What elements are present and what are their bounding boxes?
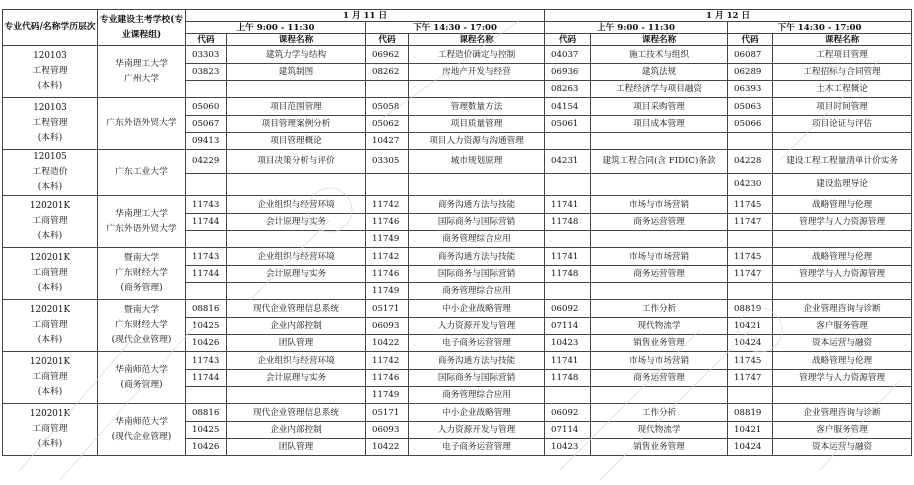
course-code-cell: 10423 <box>545 335 591 352</box>
table-row <box>3 98 912 116</box>
course-name-cell: 项目决策分析与评价 <box>227 150 366 174</box>
course-code-cell: 05171 <box>366 404 409 422</box>
course-code-cell: 10426 <box>186 335 227 352</box>
course-name-cell: 商务沟通方法与技能 <box>409 352 545 370</box>
course-code-cell: 10422 <box>366 439 409 456</box>
course-name-cell: 团队管理 <box>227 439 366 456</box>
course-code-cell: 05060 <box>186 98 227 116</box>
course-code-cell: 06393 <box>728 81 773 98</box>
course-code-cell: 11749 <box>366 283 409 300</box>
course-code-cell: 10424 <box>728 439 773 456</box>
course-name-cell: 战略管理与伦理 <box>773 352 912 370</box>
course-name-cell <box>773 283 912 300</box>
table-row <box>3 300 912 318</box>
day1-header: 1 月 11 日 <box>186 10 545 22</box>
course-code-cell <box>728 283 773 300</box>
course-name-cell: 客户服务管理 <box>773 422 912 439</box>
course-name-cell: 企业组织与经营环境 <box>227 248 366 266</box>
course-code-cell <box>545 387 591 404</box>
code-header: 代码 <box>545 34 591 46</box>
course-name-cell: 市场与市场营销 <box>591 196 728 214</box>
course-name-cell: 销售业务管理 <box>591 439 728 456</box>
course-name-cell: 项目论证与评估 <box>773 116 912 133</box>
major-line: (本科) <box>37 387 63 397</box>
school-line: 华南理工大学 <box>115 208 168 219</box>
exam-schedule-table <box>2 9 912 456</box>
course-name-cell <box>227 283 366 300</box>
course-code-cell: 11746 <box>366 370 409 387</box>
major-line: (本科) <box>37 81 63 91</box>
course-code-cell <box>186 387 227 404</box>
code-header: 代码 <box>728 34 773 46</box>
school-line: 广东财经大学 <box>115 320 168 330</box>
course-code-cell <box>545 283 591 300</box>
course-code-cell: 10421 <box>728 422 773 439</box>
course-name-cell: 管理学与人力资源管理 <box>773 370 912 387</box>
course-code-cell: 11744 <box>186 370 227 387</box>
major-line: 120103 <box>33 51 67 61</box>
day1-pm-header: 下午 14:30 - 17:00 <box>366 22 545 34</box>
course-code-cell: 11748 <box>545 370 591 387</box>
course-code-cell: 06962 <box>366 46 409 64</box>
course-name-cell: 商务运营管理 <box>591 370 728 387</box>
course-code-cell: 08262 <box>366 64 409 81</box>
day1-am-header: 上午 9:00 - 11:30 <box>186 22 366 34</box>
course-name-cell: 市场与市场营销 <box>591 248 728 266</box>
course-name-cell: 中小企业战略管理 <box>409 300 545 318</box>
school-line: (商务管理) <box>120 283 163 293</box>
course-code-cell: 04154 <box>545 98 591 116</box>
course-code-cell: 10423 <box>545 439 591 456</box>
course-code-cell: 10422 <box>366 335 409 352</box>
day2-header: 1 月 12 日 <box>545 10 912 22</box>
course-name-cell: 企业内部控制 <box>227 318 366 335</box>
table-row <box>3 196 912 214</box>
course-name-cell <box>773 231 912 248</box>
course-name-cell <box>773 387 912 404</box>
course-code-cell: 11747 <box>728 214 773 231</box>
school-line: (现代企业管理) <box>111 431 172 442</box>
major-cell <box>3 46 98 98</box>
school-line: (现代企业管理) <box>111 335 172 345</box>
table-row <box>3 404 912 422</box>
course-code-cell: 10425 <box>186 422 227 439</box>
course-name-cell: 项目采购管理 <box>591 98 728 116</box>
school-column-header: 专业建设主考学校(专业课程组) <box>98 10 186 46</box>
course-name-cell: 现代物流学 <box>591 318 728 335</box>
table-row <box>3 46 912 64</box>
course-code-cell: 06093 <box>366 422 409 439</box>
major-line: (本科) <box>37 133 63 143</box>
course-code-cell: 06087 <box>728 46 773 64</box>
course-code-cell <box>366 81 409 98</box>
course-name-cell: 建筑法规 <box>591 64 728 81</box>
course-name-cell: 现代企业管理信息系统 <box>227 404 366 422</box>
course-header: 课程名称 <box>773 34 912 46</box>
major-cell <box>3 98 98 150</box>
course-name-cell: 战略管理与伦理 <box>773 196 912 214</box>
school-cell <box>98 352 186 404</box>
course-code-cell: 04229 <box>186 150 227 174</box>
course-code-cell: 04231 <box>545 150 591 174</box>
table-row <box>3 352 912 370</box>
course-code-cell: 06289 <box>728 64 773 81</box>
course-name-cell: 工作分析 <box>591 404 728 422</box>
course-name-cell: 电子商务运营管理 <box>409 335 545 352</box>
major-cell <box>3 404 98 456</box>
course-code-cell: 04037 <box>545 46 591 64</box>
course-code-cell: 11742 <box>366 196 409 214</box>
course-name-cell: 会计原理与实务 <box>227 214 366 231</box>
course-code-cell: 11743 <box>186 248 227 266</box>
course-name-cell: 管理学与人力资源管理 <box>773 266 912 283</box>
course-name-cell <box>227 81 366 98</box>
course-code-cell <box>186 81 227 98</box>
major-line: (本科) <box>37 439 63 449</box>
major-line: (本科) <box>37 231 63 241</box>
school-cell <box>98 150 186 196</box>
course-name-cell: 企业管理咨询与诊断 <box>773 300 912 318</box>
major-line: (本科) <box>37 283 63 293</box>
course-header: 课程名称 <box>591 34 728 46</box>
course-name-cell: 战略管理与伦理 <box>773 248 912 266</box>
course-name-cell <box>227 387 366 404</box>
course-name-cell: 工程造价确定与控制 <box>409 46 545 64</box>
course-name-cell: 资本运营与融资 <box>773 439 912 456</box>
course-code-cell <box>545 231 591 248</box>
major-line: (本科) <box>37 335 63 345</box>
major-line: 工商管理 <box>32 424 68 434</box>
course-code-cell: 11742 <box>366 352 409 370</box>
course-name-cell: 商务管理综合应用 <box>409 283 545 300</box>
course-name-cell: 建筑工程合同(含 FIDIC)条款 <box>591 150 728 174</box>
course-code-cell <box>545 133 591 150</box>
school-line: 广州大学 <box>123 73 160 84</box>
major-line: 120201K <box>29 253 71 263</box>
course-code-cell: 11749 <box>366 231 409 248</box>
course-name-cell: 工程招标与合同管理 <box>773 64 912 81</box>
school-cell <box>98 248 186 300</box>
course-code-cell: 05067 <box>186 116 227 133</box>
course-name-cell <box>591 283 728 300</box>
major-line: 120105 <box>33 152 67 162</box>
school-line: 暨南大学 <box>123 305 160 315</box>
course-name-cell: 房地产开发与经营 <box>409 64 545 81</box>
course-code-cell: 07114 <box>545 318 591 335</box>
course-code-cell: 11741 <box>545 248 591 266</box>
course-name-cell: 资本运营与融资 <box>773 335 912 352</box>
course-name-cell: 工作分析 <box>591 300 728 318</box>
major-line: 工商管理 <box>32 320 68 330</box>
course-name-cell: 项目范围管理 <box>227 98 366 116</box>
school-cell <box>98 196 186 248</box>
course-name-cell: 商务沟通方法与技能 <box>409 248 545 266</box>
major-line: 120201K <box>29 357 71 367</box>
major-line: 工程管理 <box>32 118 68 128</box>
course-name-cell: 中小企业战略管理 <box>409 404 545 422</box>
course-name-cell: 建筑力学与结构 <box>227 46 366 64</box>
course-code-cell: 05171 <box>366 300 409 318</box>
course-name-cell <box>409 173 545 195</box>
course-name-cell: 项目成本管理 <box>591 116 728 133</box>
school-cell <box>98 46 186 98</box>
course-code-cell <box>728 387 773 404</box>
course-name-cell <box>227 231 366 248</box>
course-code-cell: 10426 <box>186 439 227 456</box>
course-code-cell: 11743 <box>186 352 227 370</box>
course-name-cell: 人力资源开发与管理 <box>409 318 545 335</box>
school-line: 华南师范大学 <box>115 364 168 375</box>
course-name-cell: 市场与市场营销 <box>591 352 728 370</box>
course-code-cell <box>186 231 227 248</box>
major-line: 工商管理 <box>32 372 68 382</box>
course-name-cell: 建设监理导论 <box>773 173 912 195</box>
course-header: 课程名称 <box>409 34 545 46</box>
course-code-cell: 11745 <box>728 196 773 214</box>
major-cell <box>3 248 98 300</box>
course-code-cell <box>545 173 591 195</box>
school-line: 暨南大学 <box>123 253 160 263</box>
major-line: 工程管理 <box>32 66 68 76</box>
course-code-cell <box>728 231 773 248</box>
school-cell <box>98 98 186 150</box>
course-name-cell: 工程经济学与项目融资 <box>591 81 728 98</box>
major-column-header: 专业代码/名称学历层次 <box>3 10 98 46</box>
course-code-cell: 03823 <box>186 64 227 81</box>
course-name-cell: 销售业务管理 <box>591 335 728 352</box>
course-name-cell: 现代物流学 <box>591 422 728 439</box>
course-code-cell: 11742 <box>366 248 409 266</box>
school-line: 广东工业大学 <box>115 167 168 177</box>
course-code-cell: 11747 <box>728 266 773 283</box>
course-name-cell: 企业内部控制 <box>227 422 366 439</box>
course-name-cell: 土木工程概论 <box>773 81 912 98</box>
major-line: 120201K <box>29 409 71 419</box>
course-name-cell: 项目管理概论 <box>227 133 366 150</box>
course-name-cell <box>591 133 728 150</box>
course-name-cell: 国际商务与国际营销 <box>409 214 545 231</box>
course-code-cell: 11748 <box>545 266 591 283</box>
course-code-cell: 11744 <box>186 214 227 231</box>
course-code-cell: 10425 <box>186 318 227 335</box>
course-code-cell: 06936 <box>545 64 591 81</box>
major-line: 工商管理 <box>32 216 68 226</box>
course-name-cell: 企业管理咨询与诊断 <box>773 404 912 422</box>
major-cell <box>3 150 98 196</box>
major-line: 工程造价 <box>32 167 68 177</box>
course-code-cell: 11745 <box>728 248 773 266</box>
course-name-cell: 商务管理综合应用 <box>409 387 545 404</box>
course-name-cell <box>409 81 545 98</box>
course-name-cell: 人力资源开发与管理 <box>409 422 545 439</box>
course-name-cell: 工程项目管理 <box>773 46 912 64</box>
course-code-cell: 08819 <box>728 404 773 422</box>
course-name-cell: 项目人力资源与沟通管理 <box>409 133 545 150</box>
course-name-cell: 项目管理案例分析 <box>227 116 366 133</box>
course-code-cell: 10427 <box>366 133 409 150</box>
course-code-cell: 03305 <box>366 150 409 174</box>
schedule-body <box>3 46 912 456</box>
course-name-cell: 客户服务管理 <box>773 318 912 335</box>
course-code-cell: 10421 <box>728 318 773 335</box>
course-name-cell: 团队管理 <box>227 335 366 352</box>
course-code-cell: 06092 <box>545 300 591 318</box>
course-code-cell <box>728 133 773 150</box>
school-cell <box>98 404 186 456</box>
course-code-cell: 05058 <box>366 98 409 116</box>
course-name-cell: 城市规划原理 <box>409 150 545 174</box>
course-name-cell: 管理数量方法 <box>409 98 545 116</box>
course-code-cell: 08816 <box>186 404 227 422</box>
course-code-cell <box>366 173 409 195</box>
course-name-cell <box>227 173 366 195</box>
course-name-cell <box>591 387 728 404</box>
course-code-cell: 11743 <box>186 196 227 214</box>
course-name-cell: 企业组织与经营环境 <box>227 352 366 370</box>
course-name-cell: 管理学与人力资源管理 <box>773 214 912 231</box>
course-name-cell: 商务运营管理 <box>591 266 728 283</box>
course-name-cell: 建筑制图 <box>227 64 366 81</box>
major-cell <box>3 352 98 404</box>
school-line: 华南师范大学 <box>115 416 168 427</box>
course-code-cell: 04228 <box>728 150 773 174</box>
course-name-cell <box>591 231 728 248</box>
course-name-cell: 项目时间管理 <box>773 98 912 116</box>
course-name-cell <box>773 133 912 150</box>
course-name-cell: 商务运营管理 <box>591 214 728 231</box>
code-header: 代码 <box>186 34 227 46</box>
course-code-cell: 11741 <box>545 196 591 214</box>
course-name-cell: 现代企业管理信息系统 <box>227 300 366 318</box>
code-header: 代码 <box>366 34 409 46</box>
course-name-cell: 商务管理综合应用 <box>409 231 545 248</box>
course-name-cell: 国际商务与国际营销 <box>409 266 545 283</box>
course-code-cell: 08263 <box>545 81 591 98</box>
day2-am-header: 上午 9:00 - 11:30 <box>545 22 728 34</box>
course-code-cell: 05061 <box>545 116 591 133</box>
course-name-cell: 施工技术与组织 <box>591 46 728 64</box>
course-code-cell: 11744 <box>186 266 227 283</box>
major-line: 120103 <box>33 103 67 113</box>
table-row <box>3 150 912 174</box>
course-code-cell: 08819 <box>728 300 773 318</box>
major-line: (本科) <box>37 182 63 192</box>
course-code-cell: 05062 <box>366 116 409 133</box>
course-code-cell: 07114 <box>545 422 591 439</box>
course-code-cell: 08816 <box>186 300 227 318</box>
school-line: 广东外语外贸大学 <box>106 223 177 234</box>
course-name-cell: 项目质量管理 <box>409 116 545 133</box>
course-code-cell: 09413 <box>186 133 227 150</box>
course-code-cell: 05063 <box>728 98 773 116</box>
major-cell <box>3 300 98 352</box>
course-code-cell: 05066 <box>728 116 773 133</box>
day2-pm-header: 下午 14:30 - 17:00 <box>728 22 912 34</box>
major-line: 120201K <box>29 201 71 211</box>
course-code-cell: 11747 <box>728 370 773 387</box>
course-code-cell: 10424 <box>728 335 773 352</box>
course-name-cell: 国际商务与国际营销 <box>409 370 545 387</box>
course-code-cell: 06092 <box>545 404 591 422</box>
course-name-cell <box>591 173 728 195</box>
school-line: (商务管理) <box>120 379 163 390</box>
table-row <box>3 248 912 266</box>
course-name-cell: 企业组织与经营环境 <box>227 196 366 214</box>
course-code-cell: 11749 <box>366 387 409 404</box>
major-line: 120201K <box>29 305 71 315</box>
school-line: 广东外语外贸大学 <box>106 118 177 128</box>
course-code-cell: 04230 <box>728 173 773 195</box>
course-header: 课程名称 <box>227 34 366 46</box>
course-name-cell: 建设工程工程量清单计价实务 <box>773 150 912 174</box>
course-code-cell <box>186 283 227 300</box>
course-code-cell: 03303 <box>186 46 227 64</box>
course-name-cell: 会计原理与实务 <box>227 266 366 283</box>
major-cell <box>3 196 98 248</box>
course-code-cell: 06093 <box>366 318 409 335</box>
major-line: 工商管理 <box>32 268 68 278</box>
course-code-cell: 11746 <box>366 214 409 231</box>
course-code-cell: 11741 <box>545 352 591 370</box>
school-line: 华南理工大学 <box>115 58 168 69</box>
course-code-cell <box>186 173 227 195</box>
course-name-cell: 商务沟通方法与技能 <box>409 196 545 214</box>
course-code-cell: 11746 <box>366 266 409 283</box>
school-cell <box>98 300 186 352</box>
course-name-cell: 电子商务运营管理 <box>409 439 545 456</box>
course-code-cell: 11748 <box>545 214 591 231</box>
course-name-cell: 会计原理与实务 <box>227 370 366 387</box>
course-code-cell: 11745 <box>728 352 773 370</box>
school-line: 广东财经大学 <box>115 268 168 278</box>
